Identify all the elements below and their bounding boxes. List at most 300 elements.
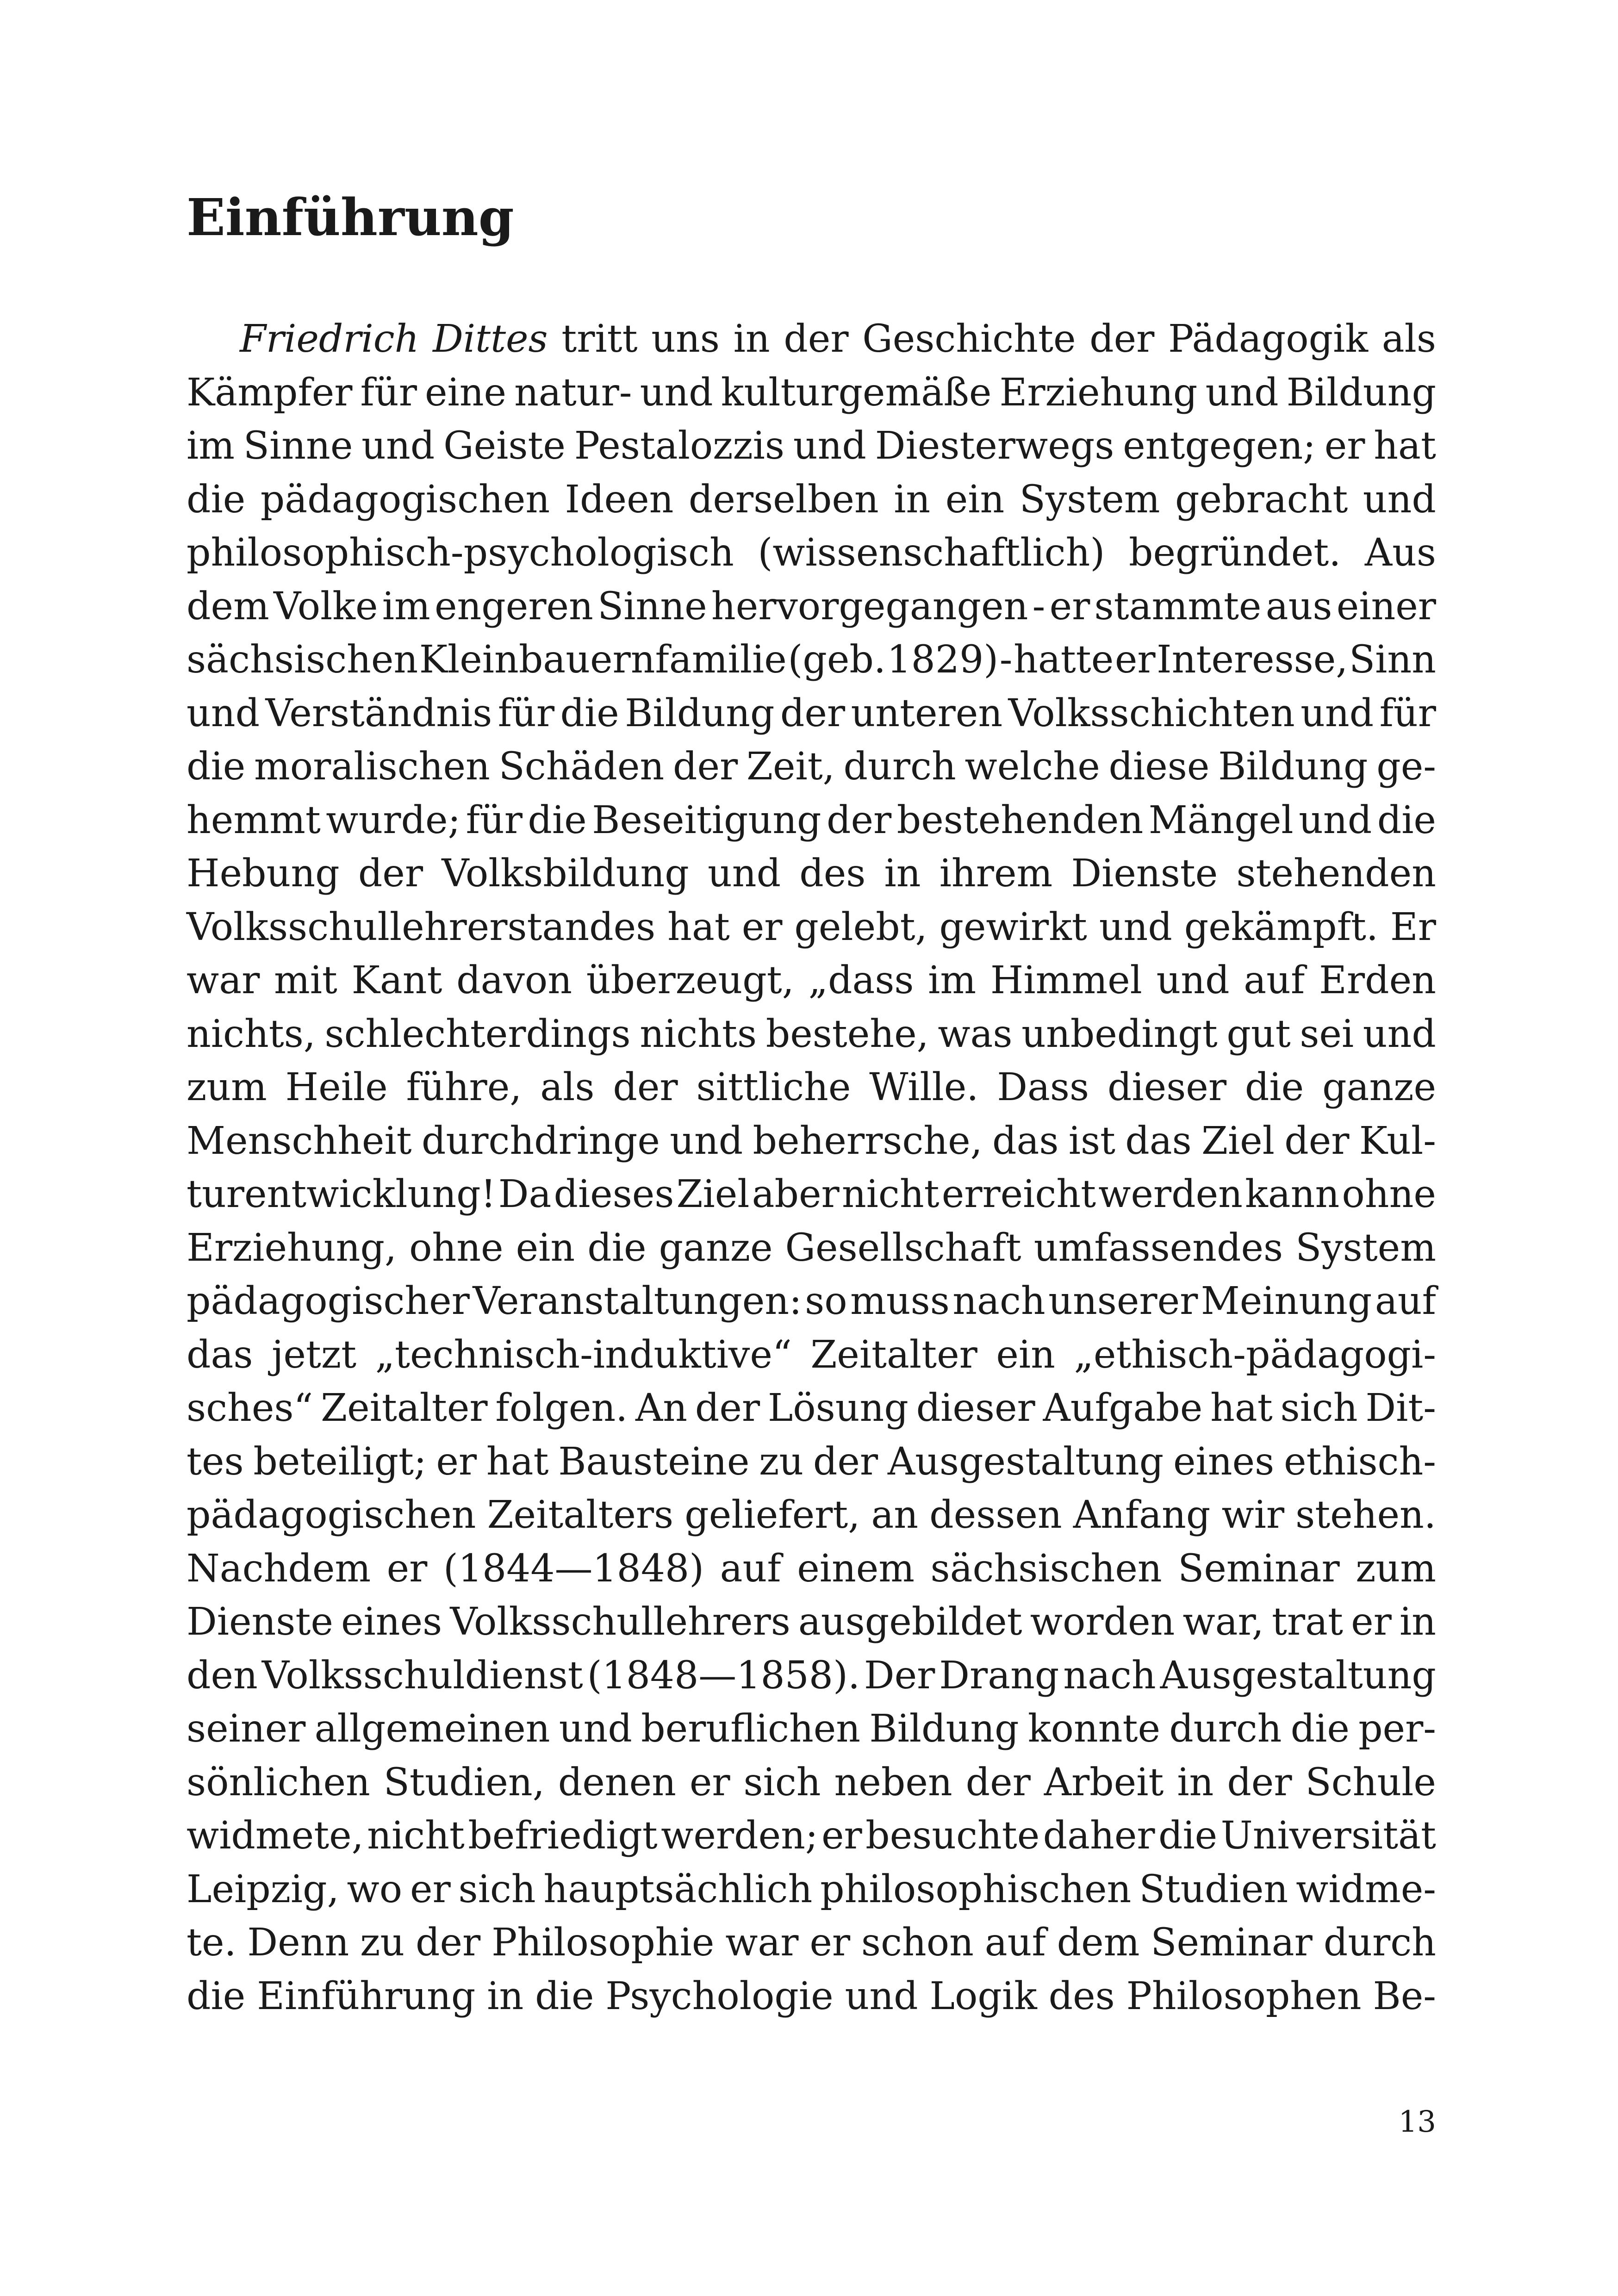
word: der [827,798,892,842]
text-line [187,1542,1436,1596]
word: Einführung [257,1974,476,2018]
word: er [436,1439,477,1484]
text-line [187,954,1436,1008]
word: Zeitalters [487,1493,674,1537]
word: Veranstaltungen: [473,1279,802,1323]
word: durchdringe [421,1119,660,1163]
word: schon [861,1921,974,1965]
text-line [187,633,1436,687]
word: Zeitalter [321,1386,488,1430]
word: die [187,477,246,522]
word: pädagogischen [187,1493,476,1537]
word: Verständnis [265,691,492,735]
word: und [1363,477,1436,522]
word: muss [850,1279,950,1323]
word: ist [1068,1119,1115,1163]
word: (geb. [788,638,886,682]
text-line [187,1702,1436,1756]
word: nichts [640,1012,757,1056]
word: tes [187,1439,244,1484]
word: wurde; [326,798,461,842]
word: jetzt [271,1332,357,1377]
word: eines [341,1600,442,1644]
word: hatte [1014,638,1114,682]
word: der [813,1439,878,1484]
word: - [999,638,1013,682]
word: er [1324,424,1365,468]
word: tritt [561,317,638,361]
word: System [1295,1226,1436,1270]
word: und [793,424,866,468]
word: folgen. [495,1386,628,1430]
word: Sinne [597,584,707,628]
text-line [187,1008,1436,1061]
word: Bildung [1286,370,1436,415]
text-line [187,1916,1436,1970]
word: Erziehung [999,370,1198,415]
word: Zeitalter [810,1332,977,1377]
word: Denn [247,1921,349,1965]
word: geliefert, [685,1493,860,1537]
word: sächsischen [930,1546,1162,1591]
word: Kul- [1359,1119,1436,1163]
word: stehen. [1295,1493,1436,1537]
word: der [695,1386,760,1430]
text-line [187,687,1436,740]
word: gelebt, [794,905,927,949]
word: neben [834,1760,952,1804]
word: und [670,1119,743,1163]
word: engeren [434,584,593,628]
text-line [187,473,1436,527]
word: Bildung [625,691,775,735]
word: pädagogischen [260,477,550,522]
word: er [1049,584,1090,628]
word: Volksschichten [1008,691,1295,735]
page-number: 13 [1398,2105,1436,2139]
word: Geschichte [862,317,1076,361]
word: er [741,905,783,949]
word: in [487,1974,524,2018]
word: ohne [1342,1172,1436,1216]
word: Be- [1373,1974,1436,2018]
text-line [187,1114,1436,1168]
word: und [187,691,260,735]
word: daher [1043,1814,1155,1858]
text-line [187,794,1436,847]
word: widmete, [187,1814,364,1858]
word: und [1205,370,1279,415]
word: Drang [939,1653,1059,1698]
word: gut [1226,1012,1291,1056]
word: philosophisch-psychologisch [187,531,734,575]
word: diese [1108,745,1210,789]
word: seiner [187,1707,306,1751]
word: worden [1030,1600,1175,1644]
word: entgegen; [1123,424,1316,468]
word: uns [651,317,720,361]
word: Pestalozzis [574,424,784,468]
word: führe, [406,1065,522,1109]
word: und [1301,691,1374,735]
word: kann [1245,1172,1340,1216]
word: unbedingt [1021,1012,1218,1056]
text-line [187,1863,1436,1916]
word: einer [1336,584,1436,628]
word: die [560,691,619,735]
word: was [938,1012,1013,1056]
word: der [780,691,846,735]
word: er [1114,638,1156,682]
word: wo [347,1867,403,1911]
text-line [187,1275,1436,1328]
word: gewirkt [939,905,1087,949]
word: Beseitigung [592,798,821,842]
word: nichts, [187,1012,316,1056]
word: kulturgemäße [721,370,992,415]
word: er [821,1814,862,1858]
word: die [528,798,587,842]
word: „ethisch-pädagogi- [1074,1332,1436,1377]
word: mit [274,958,337,1002]
word: die [187,1974,246,2018]
word: der [1089,317,1155,361]
word: gebracht [1175,477,1348,522]
word: beherrsche, [753,1119,983,1163]
word: ein [996,1332,1055,1377]
word: te. [187,1921,236,1965]
word: Aus [1364,531,1436,575]
word: natur- [514,370,632,415]
word: dessen [929,1493,1062,1537]
word: Ausgestaltung [1160,1653,1436,1698]
word: die [535,1974,594,2018]
word: Schule [1305,1760,1436,1804]
text-line [187,1061,1436,1114]
word: 1829) [887,638,999,682]
word: für [466,798,523,842]
word: stehenden [1236,852,1436,896]
word: welche [965,745,1100,789]
word: turentwicklung! [187,1172,496,1216]
word: Bildung [869,1707,1019,1751]
word: zum [187,1065,267,1109]
word: Himmel [990,958,1142,1002]
word: in [894,477,931,522]
word: überzeugt, [586,958,794,1002]
word: ohne [409,1226,504,1270]
word: Diesterwegs [875,424,1114,468]
word: Ideen [565,477,674,522]
word: Arbeit [1044,1760,1164,1804]
word: der [673,745,738,789]
word: an [871,1493,919,1537]
word: begründet. [1128,531,1341,575]
text-line [187,1168,1436,1221]
word: Kant [351,958,442,1002]
word: beteiligt; [253,1439,427,1484]
word: durch [1169,1707,1282,1751]
word: hat [486,1439,549,1484]
word: Volksschullehrers [450,1600,790,1644]
word: (1848—1858). [587,1653,860,1698]
word: dieser [1107,1065,1227,1109]
word: auf [984,1921,1046,1965]
word: die [1158,1814,1218,1858]
word: und [1299,798,1372,842]
word: konnte [1027,1707,1160,1751]
word: moralischen [254,745,490,789]
word: beruflichen [641,1707,861,1751]
word: hat [1374,424,1436,468]
text-line [187,1381,1436,1435]
word: er [809,1921,851,1965]
word: Zeit, [747,745,835,789]
word: erreicht [941,1172,1096,1216]
word: und [361,424,435,468]
word: Er [1390,905,1436,949]
word: aber [752,1172,840,1216]
word: Wille. [869,1065,979,1109]
word: denen [558,1760,676,1804]
word: zu [360,1921,405,1965]
word: sönlichen [187,1760,370,1804]
text-line [187,1970,1436,2023]
word: Erden [1319,958,1436,1002]
word: und [845,1974,918,2018]
word: und [640,370,713,415]
word: für [498,691,555,735]
word: die [1245,1065,1304,1109]
word: dem [1057,1921,1140,1965]
word: war [187,958,260,1002]
word: Bildung [1218,745,1368,789]
word: sches“ [187,1386,313,1430]
word: Hebung [187,852,340,896]
word: Meinung [1201,1279,1372,1323]
word: sich [743,1760,821,1804]
word: „dass [808,958,914,1002]
word: Ausgestaltung [887,1439,1164,1484]
text-line [187,1756,1436,1810]
word: per- [1358,1707,1436,1751]
text-line [187,901,1436,954]
word: zum [1356,1546,1436,1591]
word: werden [1098,1172,1243,1216]
word: bestehe, [765,1012,929,1056]
word: und [1156,958,1230,1002]
word: derselben [688,477,879,522]
word: gekämpft. [1184,905,1378,949]
word: ausgebildet [798,1600,1022,1644]
word: bestehenden [896,798,1144,842]
word: Dienste [1071,852,1218,896]
word: Volksbildung [442,852,689,896]
word: das [1125,1119,1192,1163]
word: Anfang [1073,1493,1211,1537]
word: nicht [367,1814,465,1858]
word: Da [498,1172,552,1216]
word: hauptsächlich [543,1867,813,1911]
word: durch [1323,1921,1436,1965]
word: sich [458,1867,536,1911]
word: ein [516,1226,575,1270]
word: - [1032,584,1045,628]
text-line [187,1595,1436,1649]
word: sittliche [696,1065,851,1109]
word: davon [456,958,573,1002]
word: schlechterdings [324,1012,631,1056]
word: Studien, [383,1760,545,1804]
body-text [187,312,1436,2023]
word: Philosophen [1126,1974,1362,2018]
word: Universität [1220,1814,1436,1858]
word: Dienste [187,1600,333,1644]
word: Dit- [1365,1386,1436,1430]
word: im [928,958,977,1002]
word: eine [424,370,507,415]
word: Menschheit [187,1119,412,1163]
word: Kleinbauernfamilie [419,638,787,682]
word: werden; [661,1814,818,1858]
word: sich [1280,1386,1358,1430]
word: hat [667,905,730,949]
word: eines [1173,1439,1275,1484]
text-line [187,1809,1436,1863]
word: Bausteine [558,1439,750,1484]
word: nicht [841,1172,940,1216]
word: aus [1265,584,1332,628]
word: Volksschuldienst [261,1653,583,1698]
text-line [187,419,1436,473]
word: ihrem [939,852,1053,896]
word: Volke [274,584,378,628]
word: und [1363,1012,1436,1056]
text-line [187,1649,1436,1703]
word: hemmt [187,798,321,842]
word: der [358,852,423,896]
word: Interesse, [1157,638,1348,682]
word: in [733,317,770,361]
word: war [725,1921,799,1965]
word: Sinne [243,424,353,468]
word: Heile [285,1065,388,1109]
word: in [1399,1600,1436,1644]
word: Schäden [498,745,665,789]
word: philosophischen [820,1867,1132,1911]
word: er [689,1760,730,1804]
word: (1844—1848) [443,1546,704,1591]
word: so [805,1279,847,1323]
word: durch [843,745,956,789]
word: pädagogischer [187,1279,470,1323]
word: Pädagogik [1168,317,1369,361]
word: als [540,1065,595,1109]
word: Psychologie [605,1974,834,2018]
word: die [187,745,246,789]
word: stammte [1094,584,1262,628]
text-line [187,1328,1436,1382]
word: Studien [1139,1867,1288,1911]
word: den [187,1653,258,1698]
word: hat [1210,1386,1273,1430]
word: Lösung [767,1386,909,1430]
word: dieser [916,1386,1035,1430]
word: in [1177,1760,1214,1804]
word: in [884,852,921,896]
word: ganze [659,1226,773,1270]
text-line [187,312,1436,366]
word: des [1048,1974,1115,2018]
word: zu [759,1439,804,1484]
word: ganze [1322,1065,1436,1109]
word: unserer [1048,1279,1198,1323]
word: der [416,1921,481,1965]
word: ethisch- [1283,1439,1436,1484]
word: An [635,1386,688,1430]
text-line [187,740,1436,794]
word: dem [187,584,269,628]
word: er [1351,1600,1392,1644]
word: die [1290,1707,1350,1751]
word: Sinn [1349,638,1436,682]
word: Seminar [1151,1921,1313,1965]
word: für [1379,691,1436,735]
word: Friedrich [240,317,419,361]
word: Aufgabe [1043,1386,1203,1430]
word: nach [1063,1653,1156,1698]
word: der [965,1760,1031,1804]
word: Logik [929,1974,1037,2018]
word: Der [864,1653,935,1698]
word: war, [1182,1600,1264,1644]
word: das [992,1119,1059,1163]
word: der [1284,1119,1350,1163]
word: und [1099,905,1172,949]
word: Dittes [433,317,548,361]
text-line [187,366,1436,420]
word: Nachdem [187,1546,371,1591]
word: System [1019,477,1160,522]
word: trat [1271,1600,1343,1644]
word: sächsischen [187,638,418,682]
text-line [187,1435,1436,1489]
word: auf [720,1546,781,1591]
word: Gesellschaft [785,1226,1021,1270]
text-line [187,526,1436,580]
word: der [1227,1760,1292,1804]
word: einem [797,1546,915,1591]
word: sei [1300,1012,1354,1056]
word: der [613,1065,678,1109]
word: im [187,424,235,468]
word: auf [1375,1279,1436,1323]
word: Erziehung, [187,1226,397,1270]
word: auf [1244,958,1305,1002]
word: Ziel [1201,1119,1275,1163]
text-line [187,580,1436,634]
word: er [410,1867,451,1911]
word: im [382,584,430,628]
word: Kämpfer [187,370,353,415]
text-line [187,1488,1436,1542]
word: Volksschullehrerstandes [187,905,656,949]
chapter-heading: Einführung [187,187,514,247]
word: Mängel [1148,798,1294,842]
word: Leipzig, [187,1867,339,1911]
word: ge- [1376,745,1436,789]
word: widme- [1296,1867,1436,1911]
